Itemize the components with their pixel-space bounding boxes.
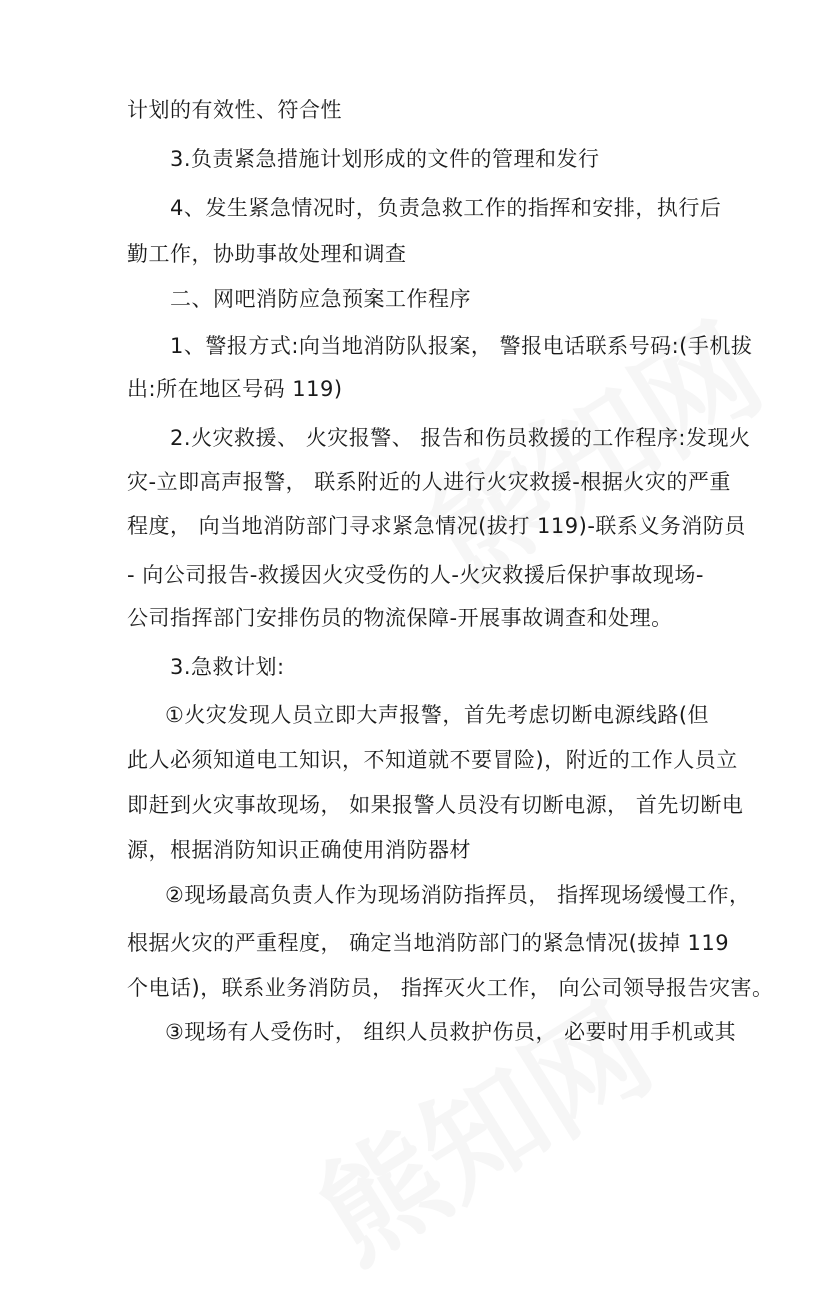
section-heading: 二、网吧消防应急预案工作程序 [170, 287, 471, 311]
text-line: - 向公司报告-救援因火灾受伤的人-火灾救援后保护事故现场- [127, 563, 704, 587]
text-line: 4、发生紧急情况时，负责急救工作的指挥和安排，执行后 [170, 196, 722, 220]
text-line: 计划的有效性、符合性 [127, 98, 342, 122]
text-line: ③现场有人受伤时， 组织人员救护伤员， 必要时用手机或其 [165, 1020, 737, 1044]
text-line: 灾-立即高声报警， 联系附近的人进行火灾救援-根据火灾的严重 [127, 470, 731, 494]
text-line: 3.急救计划: [170, 655, 285, 679]
text-line: 2.火灾救援、 火灾报警、 报告和伤员救援的工作程序:发现火 [170, 426, 751, 450]
text-line: 公司指挥部门安排伤员的物流保障-开展事故调查和处理。 [127, 606, 673, 630]
text-line: 3.负责紧急措施计划形成的文件的管理和发行 [170, 147, 600, 171]
text-line: 源，根据消防知识正确使用消防器材 [127, 838, 471, 862]
watermark-bottom [282, 958, 678, 1294]
text-line: 勤工作，协助事故处理和调查 [127, 242, 407, 266]
text-line: 此人必须知道电工知识，不知道就不要冒险)，附近的工作人员立 [127, 748, 738, 772]
text-line: 个电话)，联系业务消防员， 指挥灭火工作， 向公司领导报告灾害。 [127, 976, 774, 1000]
text-line: 根据火灾的严重程度， 确定当地消防部门的紧急情况(拔掉 119 [127, 931, 730, 955]
text-line: 1、警报方式:向当地消防队报案， 警报电话联系号码:(手机拔 [170, 334, 753, 358]
text-line: ②现场最高负责人作为现场消防指挥员， 指挥现场缓慢工作， [165, 883, 751, 907]
text-line: 程度， 向当地消防部门寻求紧急情况(拔打 119)-联系义务消防员 [127, 514, 746, 538]
text-line: 出:所在地区号码 119) [127, 377, 343, 401]
text-line: 即赶到火灾事故现场， 如果报警人员没有切断电源， 首先切断电 [127, 793, 744, 817]
text-line: ①火灾发现人员立即大声报警，首先考虑切断电源线路(但 [165, 703, 710, 727]
